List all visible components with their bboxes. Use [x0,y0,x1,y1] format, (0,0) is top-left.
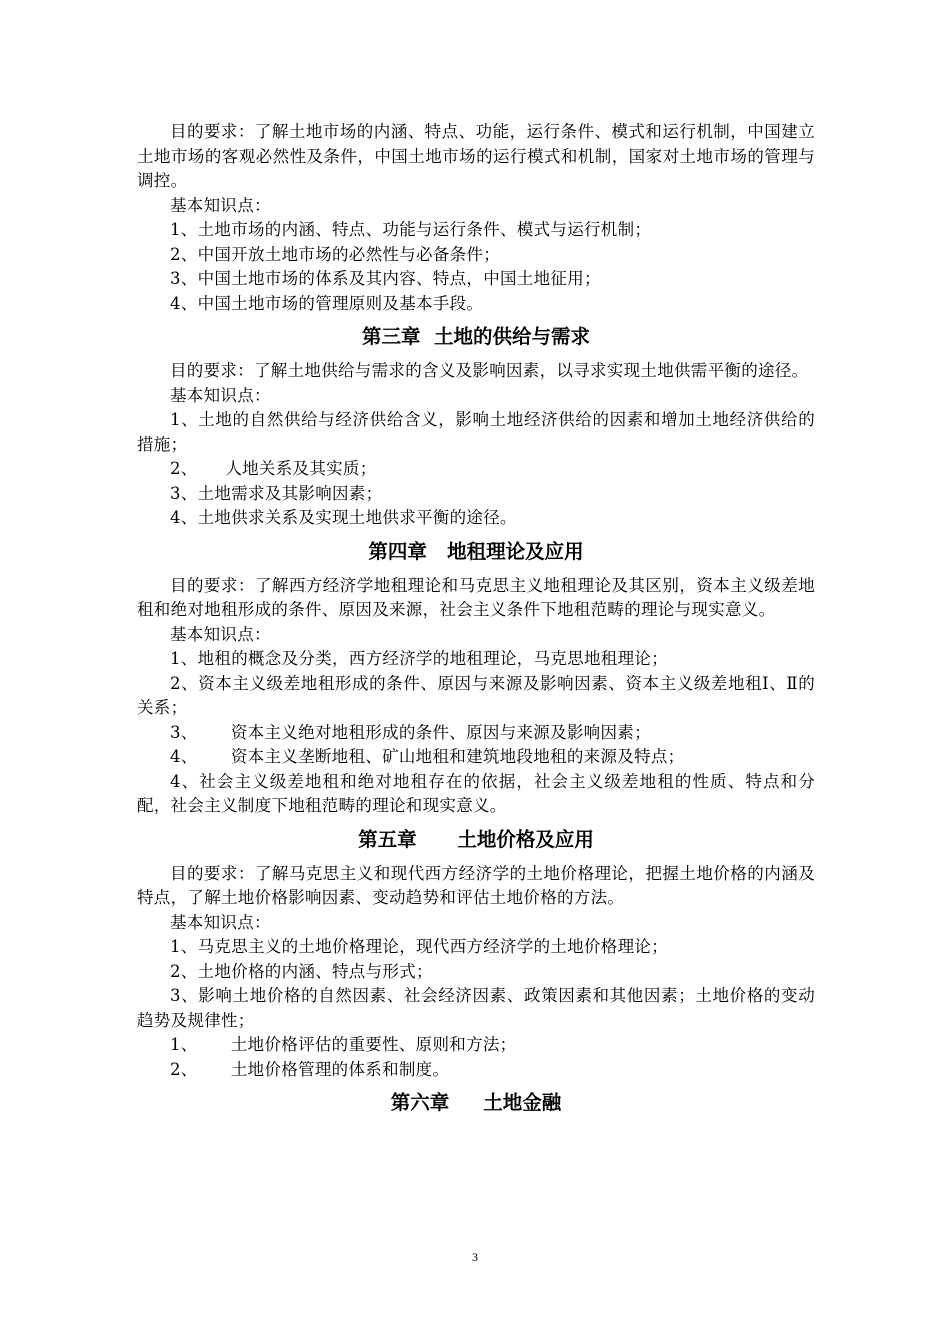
paragraph: 4、 资本主义垄断地租、矿山地租和建筑地段地租的来源及特点； [170,747,685,766]
document-body [137,120,815,1125]
paragraph: 3、中国土地市场的体系及其内容、特点，中国土地征用； [170,269,601,288]
chapter-heading: 第三章 土地的供给与需求 [361,325,591,348]
chapter-heading: 第四章 地租理论及应用 [368,539,584,563]
chapter-heading: 第六章 土地金融 [390,1091,562,1114]
paragraph: 2、 人地关系及其实质； [170,459,377,478]
paragraph: 目的要求：了解土地市场的内涵、特点、功能，运行条件、模式和运行机制，中国建立土地市场的客观必然性及条件，中国土地市场的运行模式和机制，国家对土地市场的管理与调控。 [137,122,815,190]
paragraph: 4、中国土地市场的管理原则及基本手段。 [170,293,484,313]
paragraph: 3、土地需求及其影响因素； [170,483,383,503]
paragraph: 基本知识点： [170,195,271,215]
paragraph: 2、中国开放土地市场的必然性与必备条件； [170,244,500,264]
paragraph: 1、地租的概念及分类，西方经济学的地租理论，马克思地租理论； [170,649,668,668]
paragraph: 目的要求：了解西方经济学地租理论和马克思主义地租理论及其区别，资本主义级差地租和绝对地租形成的条件、原因及来源，社会主义条件下地租范畴的理论与现实意义。 [137,575,815,619]
paragraph: 基本知识点： [170,385,271,405]
paragraph: 目的要求：了解土地供给与需求的含义及影响因素，以寻求实现土地供需平衡的途径。 [170,361,809,380]
chapter-heading: 第五章 土地价格及应用 [358,827,594,851]
paragraph: 2、 土地价格管理的体系和制度。 [170,1059,450,1079]
paragraph: 2、土地价格的内涵、特点与形式； [170,961,433,981]
paragraph: 2、资本主义级差地租形成的条件、原因与来源及影响因素、资本主义级差地租Ⅰ、Ⅱ的关系； [137,673,815,717]
paragraph: 4、土地供求关系及实现土地供求平衡的途径。 [170,508,517,527]
paragraph: 基本知识点： [170,912,271,932]
paragraph: 1、马克思主义的土地价格理论，现代西方经济学的土地价格理论； [170,937,668,956]
paragraph: 3、影响土地价格的自然因素、社会经济因素、政策因素和其他因素；土地价格的变动趋势及规律性； [137,986,815,1030]
paragraph: 4、社会主义级差地租和绝对地租存在的依据，社会主义级差地租的性质、特点和分配，社会主义制度下地租范畴的理论和现实意义。 [137,771,815,815]
paragraph: 3、 资本主义绝对地租形成的条件、原因与来源及影响因素； [170,722,651,742]
paragraph: 1、土地市场的内涵、特点、功能与运行条件、模式与运行机制； [170,220,652,239]
paragraph: 1、 土地价格评估的重要性、原则和方法； [170,1035,517,1054]
paragraph: 1、土地的自然供给与经济供给含义，影响土地经济供给的因素和增加土地经济供给的措施； [137,410,815,454]
paragraph: 目的要求：了解马克思主义和现代西方经济学的土地价格理论，把握土地价格的内涵及特点，了解土地价格影响因素、变动趋势和评估土地价格的方法。 [137,863,815,907]
page-number: 3 [472,1250,478,1264]
paragraph: 基本知识点： [170,624,271,644]
